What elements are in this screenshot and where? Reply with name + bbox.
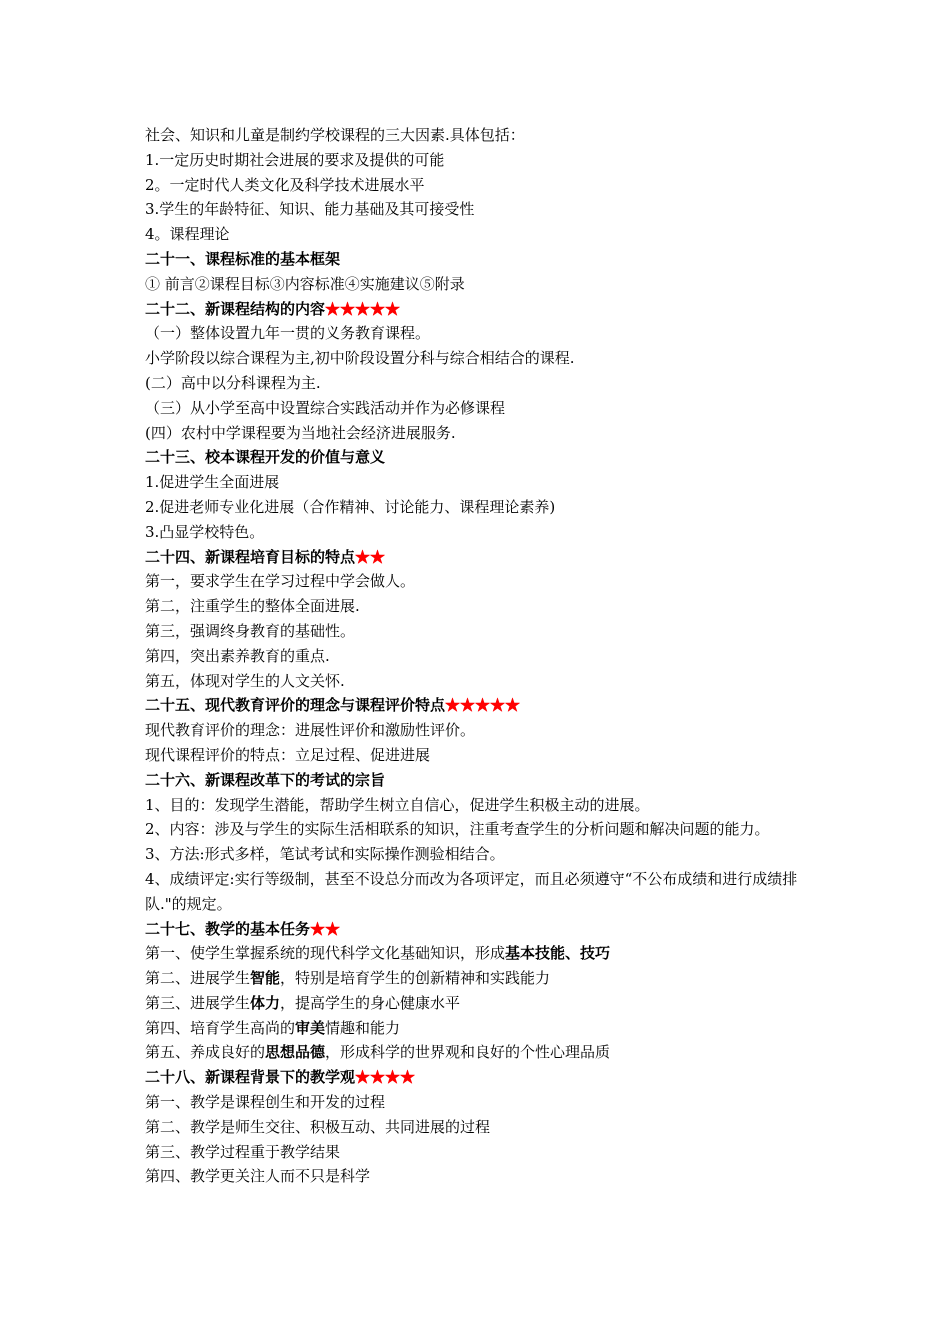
emphasis-text: 智能 [250,969,281,988]
item-text: 第四、培育学生高尚的 [145,1018,296,1037]
section-heading-22 [145,297,810,322]
star-rating: ★★ [310,919,341,938]
section-heading-28 [145,1065,810,1090]
item-text: ，提高学生的身心健康水平 [280,993,461,1012]
list-item: （一）整体设置九年一贯的义务教育课程。 [145,324,431,343]
item-text: 第二、进展学生 [145,969,251,988]
emphasis-text: 审美 [295,1018,326,1037]
list-item: 第一、教学是课程创生和开发的过程 [145,1093,386,1112]
section-title: 二十四、新课程培育目标的特点 [145,547,356,566]
section-title: 二十六、新课程改革下的考试的宗旨 [145,770,386,789]
item-text: 第一、使学生掌握系统的现代科学文化基础知识，形成 [145,944,506,963]
list-item: 第四，突出素养教育的重点. [145,646,330,665]
list-item: 2.促进老师专业化进展（合作精神、讨论能力、课程理论素养) [145,497,556,516]
star-rating: ★★★★★ [445,696,521,715]
star-rating: ★★ [355,547,386,566]
list-item: 第三，强调终身教育的基础性。 [145,621,356,640]
section-heading-27 [145,917,810,942]
section-heading-23 [145,445,810,470]
list-item: 1、目的：发现学生潜能，帮助学生树立自信心，促进学生积极主动的进展。 [145,795,650,814]
document-page [145,123,810,1189]
list-item: 第一，要求学生在学习过程中学会做人。 [145,572,416,591]
list-item: 2。一定时代人类文化及科学技术进展水平 [145,175,425,194]
item-text: ，形成科学的世界观和良好的个性心理品质 [325,1043,611,1062]
list-item [145,991,810,1016]
section-title: 二十一、课程标准的基本框架 [145,249,341,268]
list-item: 第四、教学更关注人而不只是科学 [145,1167,371,1186]
intro-line: 社会、知识和儿童是制约学校课程的三大因素.具体包括： [145,126,525,144]
list-item: (四）农村中学课程要为当地社会经济进展服务. [145,423,456,442]
list-item [145,1016,810,1041]
item-text: 情趣和能力 [325,1018,401,1037]
list-item: ① 前言②课程目标③内容标准④实施建议⑤附录 [145,274,465,293]
list-item: 1.一定历史时期社会进展的要求及提供的可能 [145,150,445,169]
list-item: 现代课程评价的特点：立足过程、促进进展 [145,745,431,764]
emphasis-text: 体力 [250,993,281,1012]
section-title: 二十二、新课程结构的内容 [145,299,326,318]
list-item: 3.凸显学校特色。 [145,522,265,541]
list-item: (二）高中以分科课程为主. [145,373,321,392]
list-item: 第五，体现对学生的人文关怀. [145,671,345,690]
list-item: 第二、教学是师生交往、积极互动、共同进展的过程 [145,1117,491,1136]
list-item: 4、成绩评定:实行等级制，甚至不设总分而改为各项评定，而且必须遵守“不公布成绩和进行成绩排队."的规定。 [145,869,798,913]
list-item: 小学阶段以综合课程为主,初中阶段设置分科与综合相结合的课程. [145,349,575,368]
section-heading-21 [145,247,810,272]
list-item: 第二，注重学生的整体全面进展. [145,597,360,616]
item-text: 第三、进展学生 [145,993,251,1012]
star-rating: ★★★★★ [325,299,401,318]
list-item: 4。课程理论 [145,225,230,244]
item-text: ，特别是培育学生的创新精神和实践能力 [280,969,551,988]
emphasis-text: 思想品德 [265,1043,326,1062]
section-title: 二十五、现代教育评价的理念与课程评价特点 [145,696,446,715]
list-item: 现代教育评价的理念：进展性评价和激励性评价。 [145,721,476,740]
section-title: 二十八、新课程背景下的教学观 [145,1068,356,1087]
section-title: 二十三、校本课程开发的价值与意义 [145,448,386,467]
section-heading-24 [145,545,810,570]
list-item: 第三、教学过程重于教学结果 [145,1142,341,1161]
list-item [145,941,810,966]
star-rating: ★★★★ [355,1068,416,1087]
list-item [145,966,810,991]
section-heading-26 [145,768,810,793]
section-title: 二十七、教学的基本任务 [145,919,311,938]
list-item: 3.学生的年龄特征、知识、能力基础及其可接受性 [145,200,475,219]
section-heading-25 [145,693,810,718]
list-item: （三）从小学至高中设置综合实践活动并作为必修课程 [145,398,506,417]
emphasis-text: 基本技能、技巧 [505,944,611,963]
item-text: 第五、养成良好的 [145,1043,266,1062]
list-item: 1.促进学生全面进展 [145,473,280,492]
list-item: 3、方法:形式多样，笔试考试和实际操作测验相结合。 [145,845,505,864]
list-item: 2、内容：涉及与学生的实际生活相联系的知识，注重考查学生的分析问题和解决问题的能力。 [145,820,770,839]
list-item [145,1040,810,1065]
